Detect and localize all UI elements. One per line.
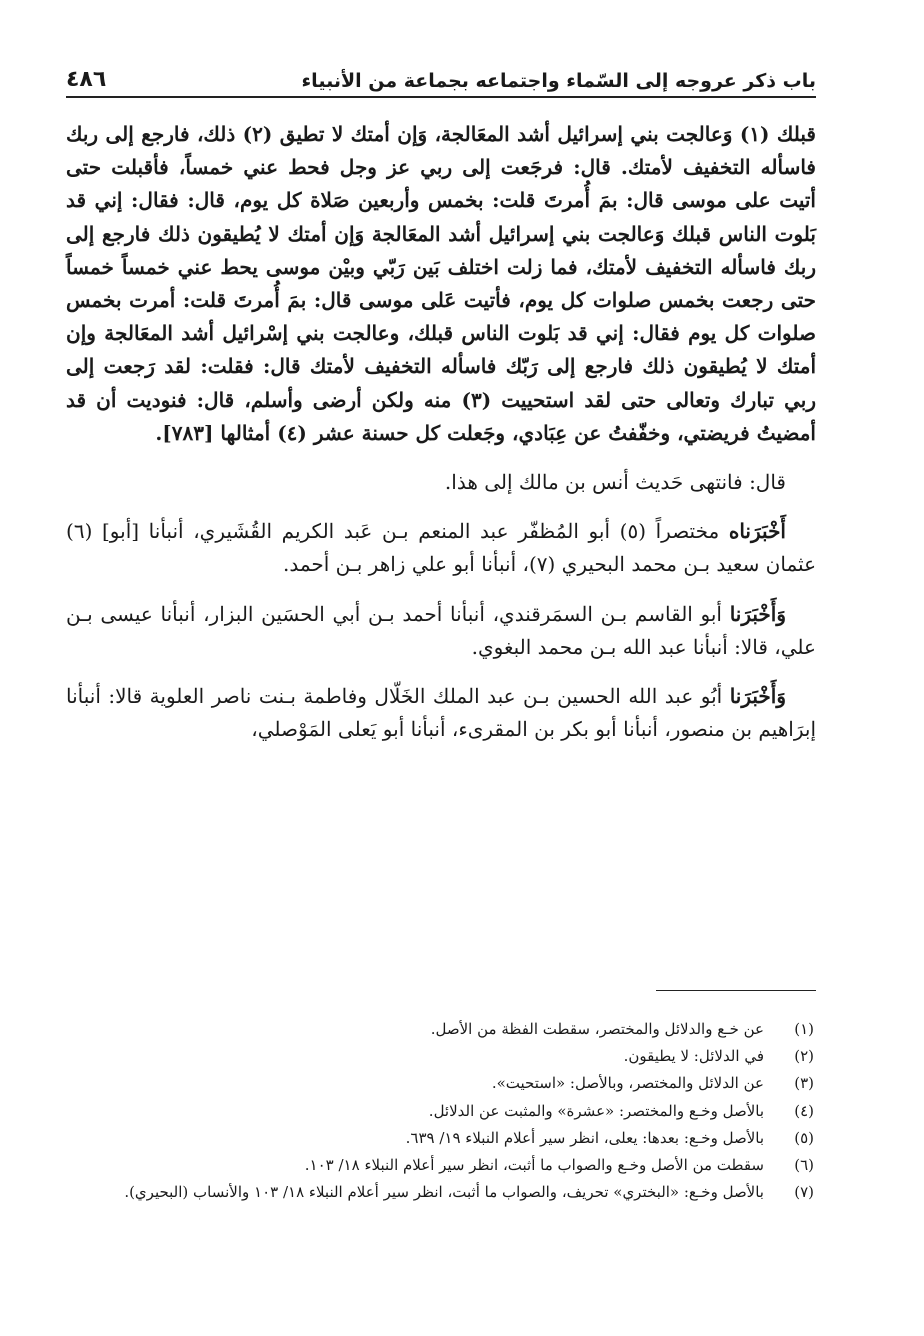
footnote-text: عن خـع والدلائل والمختصر، سقطت الفظة من الأصل. xyxy=(430,1020,764,1038)
isnad-text: مختصراً (٥) أبو المُظفّر عبد المنعم بـن عَبد الكريم القُشَيري، أنبأنا [أبو] (٦) عثمان سعيد بـن محمد البحيري (٧)، أنبأنا أبو علي زاهر بـن أحمد. xyxy=(66,519,816,577)
footnote-item xyxy=(80,1043,814,1070)
footnote-text: سقطت من الأصل وخـع والصواب ما أثبت، انظر سير أعلام النبلاء ١٨/ ١٠٣. xyxy=(304,1156,764,1175)
chapter-title: باب ذكر عروجه إلى السّماء واجتماعه بجماعة من الأنبياء xyxy=(301,70,816,92)
footnote-text: عن الدلائل والمختصر، وبالأصل: «استحيت». xyxy=(491,1074,764,1093)
footnote-text: بالأصل وخـع: «البختري» تحريف، والصواب ما أثبت، انظر سير أعلام النبلاء ١٨/ ١٠٣ والأنساب (البحيري). xyxy=(124,1183,764,1202)
page-number: ٤٨٦ xyxy=(66,67,107,92)
footnote-number: (٤) xyxy=(794,1101,814,1120)
paragraph-isnad-1 xyxy=(66,515,816,581)
footnote-item xyxy=(80,1070,814,1097)
footnote-text: في الدلائل: لا يطيقون. xyxy=(623,1047,764,1066)
footnote-item xyxy=(80,1179,814,1206)
footnote-item xyxy=(80,1125,814,1152)
footnote-item xyxy=(80,1016,814,1043)
footnotes-list xyxy=(80,1016,814,1206)
footnote-text: بالأصل وخـع والمختصر: «عشرة» والمثبت عن الدلائل. xyxy=(428,1101,764,1120)
footnote-number: (٣) xyxy=(794,1074,814,1093)
footnote-item xyxy=(80,1098,814,1125)
main-text xyxy=(66,118,816,746)
isnad-text: أبو القاسم بـن السمَرقندي، أنبأنا أحمد بـن أبي الحسَين البزار، أنبأنا عيسى بـن علي، قالا: أنبأنا عبد الله بـن محمد البغوي. xyxy=(66,601,816,659)
paragraph-isnad-2 xyxy=(66,598,816,664)
footnote-divider xyxy=(656,990,816,991)
paragraph-isnad-3 xyxy=(66,680,816,746)
paragraph-conclusion: قال: فانتهى حَديث أنس بن مالك إلى هذا. xyxy=(444,470,786,495)
footnote-number: (١) xyxy=(794,1020,814,1038)
running-header xyxy=(66,58,816,98)
footnote-item xyxy=(80,1152,814,1179)
paragraph-hadith: قبلك (١) وَعالجت بني إسرائيل أشد المعَالجة، وَإن أمتك لا تطيق (٢) ذلك، فارجع إلى ربك فاسأله التخفيف لأمتك. قال: فرجَعت إلى ربي عز وجل فحط عني خمساً، فأقبلت حتى أتيت على موسى قال: بمَ أُمرتَ قلت: بخمس وأربعين صَلاة كل يوم، قال: فقال: إني قد بَلوت الناس قبلك وَعالجت بني إسرائيل أشد المعَالجة وَإن أمتك لا يُطيقون ذلك فارجع إلى ربك فاسأله التخفيف لأمتك، فما زلت اختلف بَين رَبّي وبيْن موسى يحط عني خمساً خمساً حتى رجعت بخمس صلوات كل يوم، فأتيت عَلى موسى قال: بمَ أُمرتَ قلت: أمرت بخمس صلوات كل يوم فقال: إني قد بَلوت الناس قبلك، وعالجت بني إسْرائيل أشد المعَالجة وإن أمتك لا يُطيقون ذلك فارجع إلى رَبّك فاسأله التخفيف لأمتك قال: فقلت: لقد رَجعت إلى ربي تبارك وتعالى حتى لقد استحييت (٣) منه ولكن أرضى وأسلم، قال: فنوديت أن قد أمضيتُ فريضتي، وخفّفتُ عن عِبَادي، وجَعلت كل حسنة عشر (٤) أمثالها [٧٨٣]. xyxy=(66,122,817,445)
footnote-number: (٥) xyxy=(794,1128,814,1147)
isnad-lead-word: وَأَخْبَرَنا xyxy=(729,601,786,626)
footnote-number: (٧) xyxy=(794,1183,814,1202)
isnad-lead-word: وَأَخْبَرَنا xyxy=(729,684,786,709)
footnote-number: (٦) xyxy=(794,1156,814,1175)
isnad-text: أبُو عبد الله الحسين بـن عبد الملك الخَلّال وفاطمة بـنت ناصر العلوية قالا: أنبأنا إبرَاهيم بن منصور، أنبأنا أبو بكر بن المقرىء، أنبأنا أبو يَعلى المَوْصلي، xyxy=(66,684,816,742)
isnad-lead-word: أَخْبَرَناه xyxy=(728,519,786,544)
footnote-text: بالأصل وخـع: بعدها: يعلى، انظر سير أعلام النبلاء ١٩/ ٦٣٩. xyxy=(405,1128,764,1147)
footnote-number: (٢) xyxy=(794,1047,814,1066)
